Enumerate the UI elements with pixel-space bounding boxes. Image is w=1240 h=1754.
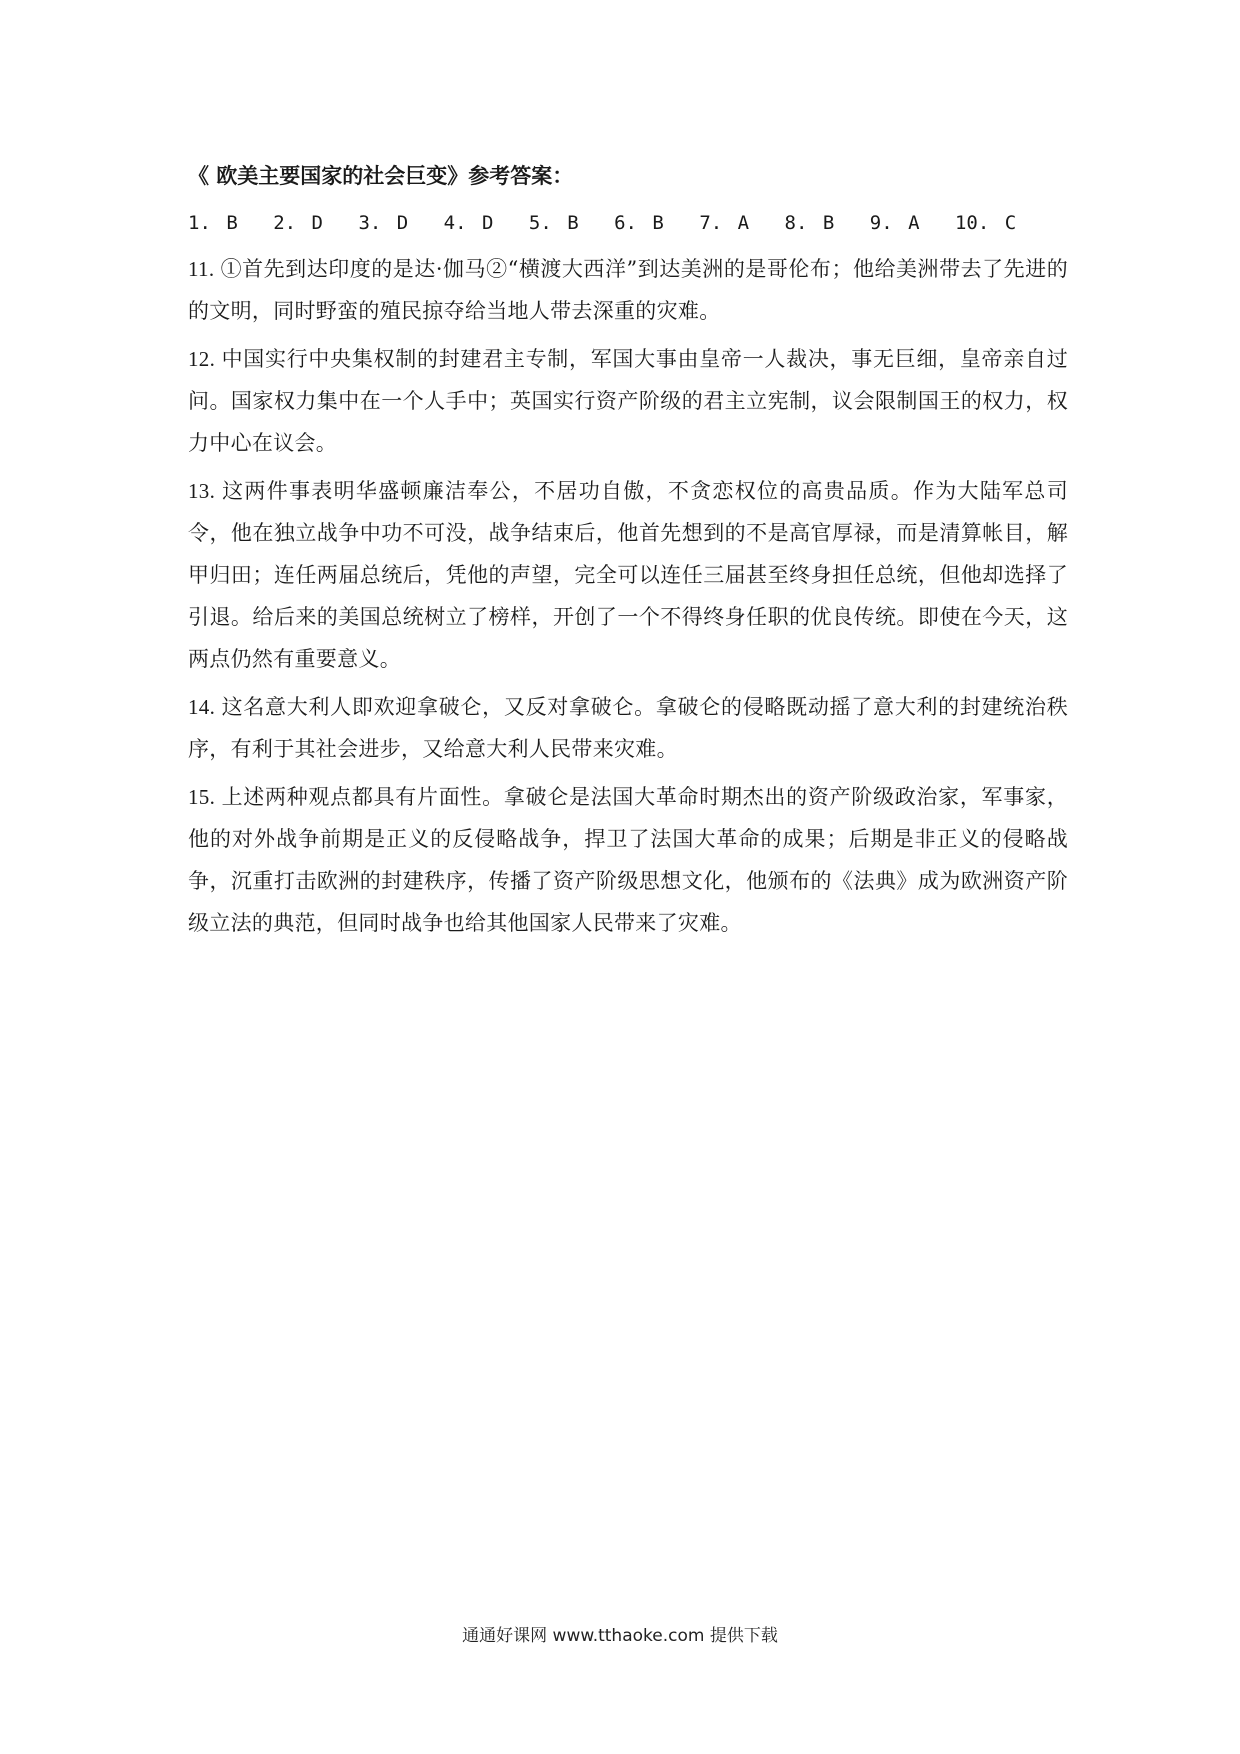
answer-text: ①首先到达印度的是达·伽马②“横渡大西洋”到达美洲的是哥伦布；他给美洲带去了先进的的文明，同时野蛮的殖民掠夺给当地人带去深重的灾难。 xyxy=(188,257,1068,323)
answer-item: 4. D xyxy=(443,212,494,234)
answer-paragraph-13 xyxy=(188,470,1068,680)
question-number: 14. xyxy=(188,695,216,719)
question-number: 12. xyxy=(188,347,216,371)
answer-item: 2. D xyxy=(273,212,323,234)
document-body xyxy=(188,160,1068,950)
answer-paragraph-14 xyxy=(188,686,1068,770)
page-footer: 通通好课网 www.tthaoke.com 提供下载 xyxy=(462,1626,778,1646)
answer-item: 5. B xyxy=(528,212,579,234)
document-title: 《 欧美主要国家的社会巨变》参考答案： xyxy=(188,164,574,188)
answer-text: 中国实行中央集权制的封建君主专制，军国大事由皇帝一人裁决，事无巨细，皇帝亲自过问。国家权力集中在一个人手中；英国实行资产阶级的君主立宪制，议会限制国王的权力，权力中心在议会。 xyxy=(188,347,1068,455)
answer-item: 7. A xyxy=(699,212,750,234)
question-number: 13. xyxy=(188,479,216,503)
question-number: 15. xyxy=(188,785,216,809)
question-number: 11. xyxy=(188,257,215,281)
answer-item: 10. C xyxy=(954,212,1017,234)
answer-item: 6. B xyxy=(614,212,664,234)
answer-item: 8. B xyxy=(784,212,835,234)
multiple-choice-answers xyxy=(188,206,1068,240)
answer-paragraph-11 xyxy=(188,248,1068,332)
answer-text: 这名意大利人即欢迎拿破仑，又反对拿破仑。拿破仑的侵略既动摇了意大利的封建统治秩序，有利于其社会进步，又给意大利人民带来灾难。 xyxy=(188,695,1068,761)
answer-paragraph-12 xyxy=(188,338,1068,464)
answer-text: 上述两种观点都具有片面性。拿破仑是法国大革命时期杰出的资产阶级政治家，军事家，他的对外战争前期是正义的反侵略战争，捍卫了法国大革命的成果；后期是非正义的侵略战争，沉重打击欧洲的封建秩序，传播了资产阶级思想文化，他颁布的《法典》成为欧洲资产阶级立法的典范，但同时战争也给其他国家人民带来了灾难。 xyxy=(188,785,1068,935)
answer-item: 3. D xyxy=(358,212,409,234)
answer-item: 9. A xyxy=(869,212,920,234)
answer-paragraph-15 xyxy=(188,776,1068,944)
answer-text: 这两件事表明华盛顿廉洁奉公，不居功自傲，不贪恋权位的高贵品质。作为大陆军总司令，他在独立战争中功不可没，战争结束后，他首先想到的不是高官厚禄，而是清算帐目，解甲归田；连任两届总统后，凭他的声望，完全可以连任三届甚至终身担任总统，但他却选择了引退。给后来的美国总统树立了榜样，开创了一个不得终身任职的优良传统。即使在今天，这两点仍然有重要意义。 xyxy=(188,479,1068,671)
answer-item: 1. B xyxy=(188,212,238,234)
